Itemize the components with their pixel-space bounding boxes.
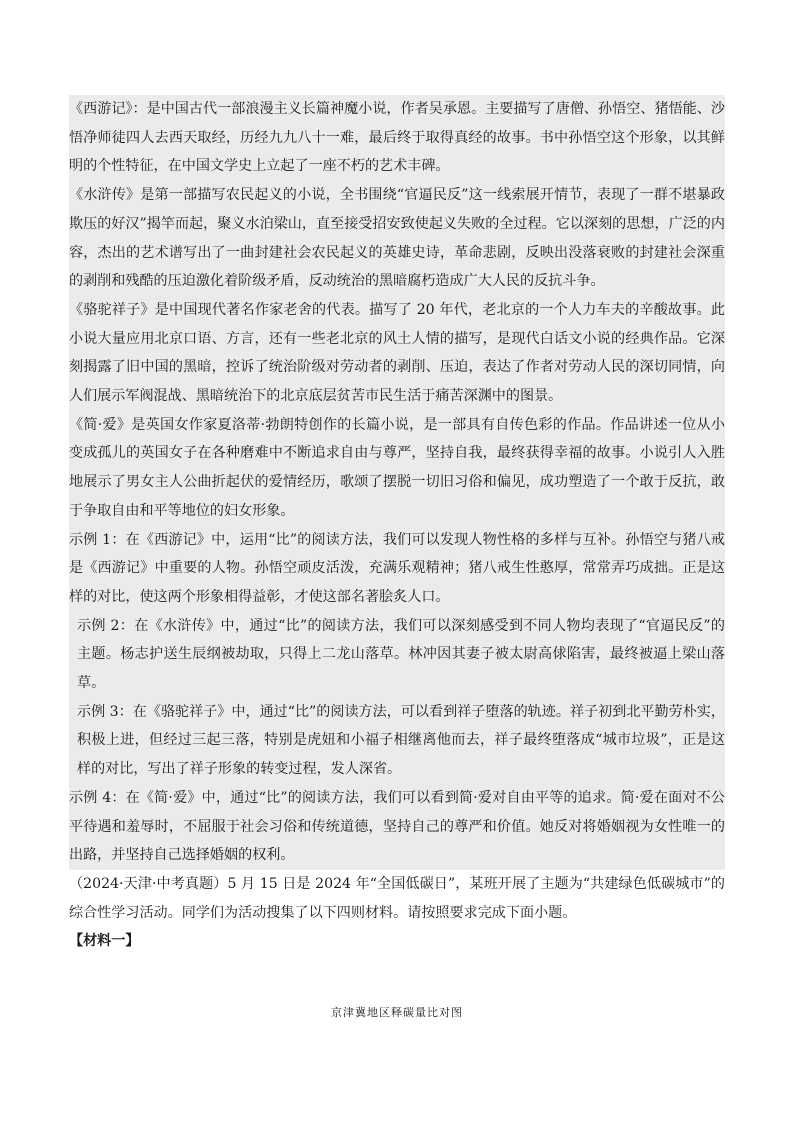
- paragraph-example-1: 示例 1：在《西游记》中，运用“比”的阅读方法，我们可以发现人物性格的多样与互补。孙悟空与猪八戒是《西游记》中重要的人物。孙悟空顽皮活泼，充满乐观精神；猪八戒生性憨厚，常常弄巧成拙。正是这样的对比，使这两个形象相得益彰，才使这部名著脍炙人口。: [69, 531, 725, 605]
- paragraph-example-4: 示例 4：在《简·爱》中，通过“比”的阅读方法，我们可以看到简·爱对自由平等的追求。简·爱在面对不公平待遇和羞辱时，不屈服于社会习俗和传统道德，坚持自己的尊严和价值。她反对将婚姻视为女性唯一的出路，并坚持自己选择婚姻的权利。: [69, 789, 725, 864]
- material-label: 【材料一】: [69, 933, 140, 950]
- paragraph-shuihuzhuan: 《水浒传》是第一部描写农民起义的小说，全书围绕“官逼民反”这一线索展开情节，表现了一群不堪暴政欺压的好汉”揭竿而起，聚义水泊梁山，直至接受招安致使起义失败的全过程。它以深刻的思想，广泛的内容，杰出的艺术谱写出了一曲封建社会农民起义的英雄史诗，革命悲剧，反映出没落衰败的封建社会深重的剥削和残酷的压迫激化着阶级矛盾，反动统治的黑暗腐朽造成广大人民的反抗斗争。: [69, 187, 725, 290]
- paragraph-example-2: 示例 2：在《水浒传》中，通过“比”的阅读方法，我们可以深刻感受到不同人物均表现了“官逼民反”的主题。杨志护送生辰纲被劫取，只得上二龙山落草。林冲因其妻子被太尉高俅陷害，最终被逼上梁山落草。: [77, 617, 725, 692]
- document-content: [69, 95, 725, 956]
- paragraph-jianai: 《简·爱》是英国女作家夏洛蒂·勃朗特创作的长篇小说，是一部具有自传色彩的作品。作品讲述一位从小变成孤儿的英国女子在各种磨难中不断追求自由与尊严，坚持自我，最终获得幸福的故事。小说引人入胜地展示了男女主人公曲折起伏的爱情经历，歌颂了摆脱一切旧习俗和偏见，成功塑造了一个敢于反抗，敢于争取自由和平等地位的妇女形象。: [69, 416, 725, 519]
- question-intro: （2024·天津·中考真题）5 月 15 日是 2024 年“全国低碳日”，某班开展了主题为“共建绿色低碳城市”的综合性学习活动。同学们为活动搜集了以下四则材料。请按照要求完成下面小题。: [69, 870, 725, 927]
- paragraph-luotuoxiangzi: 《骆驼祥子》是中国现代著名作家老舍的代表。描写了 20 年代，老北京的一个人力车夫的辛酸故事。此小说大量应用北京口语、方言，还有一些老北京的风土人情的描写，是现代白话文小说的经典作品。它深刻揭露了旧中国的黑暗，控诉了统治阶级对劳动者的剥削、压迫，表达了作者对劳动人民的深切同情，向人们展示军阀混战、黑暗统治下的北京底层贫苦市民生活于痛苦深渊中的图景。: [69, 301, 725, 405]
- paragraph-xiyouji: 《西游记》：是中国古代一部浪漫主义长篇神魔小说，作者吴承恩。主要描写了唐僧、孙悟空、猪悟能、沙悟净师徒四人去西天取经，历经九九八十一难，最后终于取得真经的故事。书中孙悟空这个形象，以其鲜明的个性特征，在中国文学史上立起了一座不朽的艺术丰碑。: [69, 101, 725, 175]
- paragraph-example-3: 示例 3：在《骆驼祥子》中，通过“比”的阅读方法，可以看到祥子堕落的轨迹。祥子初到北平勤劳朴实，积极上进，但经过三起三落，特别是虎妞和小福子相继离他而去，祥子最终堕落成“城市垃圾”，正是这样的对比，写出了祥子形象的转变过程，发人深省。: [77, 703, 725, 778]
- chart-title: 京津冀地区释碳量比对图: [331, 1006, 463, 1019]
- shaded-answer-block: [69, 95, 725, 870]
